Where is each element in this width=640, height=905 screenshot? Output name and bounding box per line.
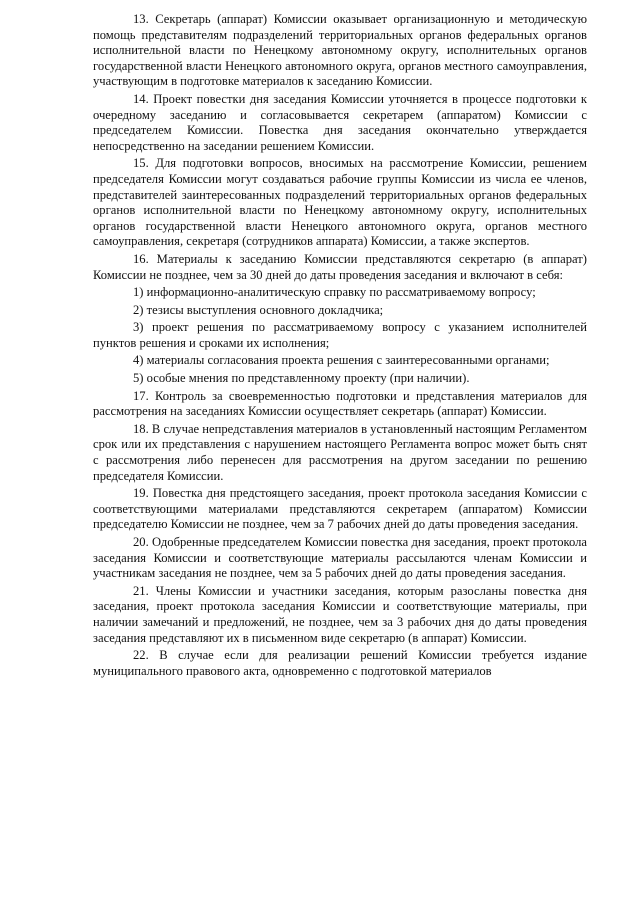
list-item-5: 5) особые мнения по представленному проекту (при наличии).	[133, 371, 470, 386]
paragraph-22: 22. В случае если для реализации решений Комиссии требуется издание муниципального правового акта, одновременно с подготовкой материалов	[93, 648, 587, 678]
paragraph-18: 18. В случае непредставления материалов в установленный настоящим Регламентом срок или их представления с нарушением настоящего Регламента вопрос может быть снят с рассмотрения либо перенесен для рассмотрения на другом заседании по решению председателя Комиссии.	[93, 421, 587, 483]
paragraph-19: 19. Повестка дня предстоящего заседания, проект протокола заседания Комиссии с соответствующими материалами представляются секретарем (аппаратом) Комиссии председателю Комиссии не позднее, чем за 7 рабочих дней до даты проведения заседания.	[93, 486, 587, 532]
paragraph-20: 20. Одобренные председателем Комиссии повестка дня заседания, проект протокола заседания Комиссии и соответствующие материалы рассылаются членам Комиссии и участникам заседания не позднее, чем за 5 рабочих дней до даты проведения заседания.	[93, 535, 587, 581]
list-item-2: 2) тезисы выступления основного докладчика;	[133, 302, 384, 317]
list-item-1: 1) информационно-аналитическую справку по рассматриваемому вопросу;	[133, 285, 536, 300]
document-page	[93, 12, 587, 681]
paragraph-13: 13. Секретарь (аппарат) Комиссии оказывает организационную и методическую помощь представителям подразделений территориальных органов федеральных органов исполнительной власти по Ненецкому автономному округу, исполнительных органов государственной власти Ненецкого автономного округа, органов местного самоуправления, участвующим в подготовке материалов к заседанию Комиссии.	[93, 12, 587, 89]
paragraph-21: 21. Члены Комиссии и участники заседания, которым разосланы повестка дня заседания, проект протокола заседания Комиссии и соответствующие материалы, при наличии замечаний и предложений, не позднее, чем за 3 рабочих дня до даты проведения заседания представляют их в письменном виде секретарю (в аппарат) Комиссии.	[93, 583, 587, 645]
paragraph-14: 14. Проект повестки дня заседания Комиссии уточняется в процессе подготовки к очередному заседанию и согласовывается секретарем (аппаратом) Комиссии с председателем Комиссии. Повестка дня заседания окончательно утверждается непосредственно на заседании решением Комиссии.	[93, 91, 587, 153]
paragraph-17: 17. Контроль за своевременностью подготовки и представления материалов для рассмотрения на заседаниях Комиссии осуществляет секретарь (аппарат) Комиссии.	[93, 388, 587, 419]
paragraph-16: 16. Материалы к заседанию Комиссии представляются секретарю (в аппарат) Комиссии не позднее, чем за 30 дней до даты проведения заседания и включают в себя:	[93, 251, 587, 282]
list-item-4: 4) материалы согласования проекта решения с заинтересованными органами;	[133, 353, 550, 368]
list-item-3: 3) проект решения по рассматриваемому вопросу с указанием исполнителей пунктов решения и сроками их исполнения;	[93, 320, 587, 350]
paragraph-15: 15. Для подготовки вопросов, вносимых на рассмотрение Комиссии, решением председателя Комиссии могут создаваться рабочие группы Комиссии из числа ее членов, представителей заинтересованных подразделений территориальных органов федеральных органов исполнительной власти по Ненецкому автономному округу, исполнительных органов государственной власти Ненецкого автономного округа, органов местного самоуправления, секретаря (сотрудников аппарата) Комиссии, а также экспертов.	[93, 156, 587, 249]
